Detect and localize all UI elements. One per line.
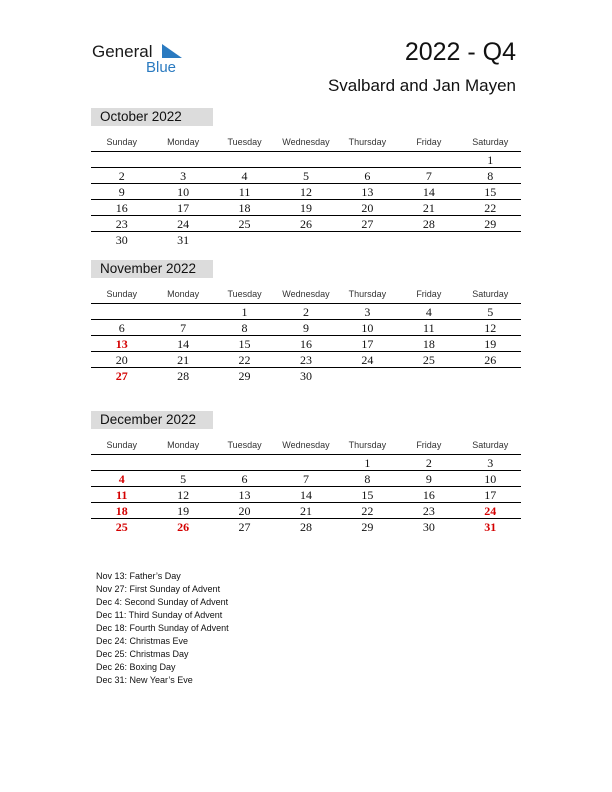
day-cell: 21 [177,353,190,368]
empty-day-cell [214,455,275,470]
logo [92,42,192,78]
day-cell: 17 [177,201,190,216]
day-cell: 31 [484,520,497,535]
weekday-label: Friday [416,289,442,299]
day-cell: 28 [177,369,190,384]
weekday-header [91,285,521,303]
weekday-label: Tuesday [227,440,262,450]
day-cell: 24 [177,217,190,232]
empty-day-cell [398,232,459,248]
empty-day-cell [91,304,152,319]
day-cell: 23 [299,353,312,368]
week-row [91,200,521,216]
week-row [91,519,521,535]
logo-blue-text: Blue [146,59,177,76]
holiday-item: Dec 26: Boxing Day [96,662,176,672]
day-cell: 14 [422,185,435,200]
day-cell: 14 [299,488,312,503]
weeks-grid [91,303,521,384]
holiday-item: Nov 13: Father’s Day [96,571,181,581]
day-cell: 24 [361,353,374,368]
day-cell: 28 [422,217,435,232]
empty-day-cell [275,232,336,248]
day-cell: 31 [177,233,190,248]
week-row [91,471,521,487]
day-cell: 8 [364,472,371,487]
day-cell: 9 [118,185,125,200]
empty-day-cell [91,152,152,167]
day-cell: 24 [484,504,497,519]
day-cell: 30 [115,233,128,248]
day-cell: 10 [484,472,497,487]
week-row [91,455,521,471]
holiday-item: Dec 24: Christmas Eve [96,636,189,646]
empty-day-cell [214,232,275,248]
day-cell: 16 [299,337,312,352]
day-cell: 6 [364,169,371,184]
week-row [91,487,521,503]
day-cell: 1 [487,153,494,167]
day-cell: 22 [361,504,374,519]
week-row [91,368,521,384]
weeks-grid [91,454,521,535]
day-cell: 20 [238,504,251,519]
weekday-label: Thursday [348,137,387,147]
weekday-label: Sunday [106,440,137,450]
day-cell: 27 [238,520,251,535]
week-row [91,184,521,200]
week-row [91,352,521,368]
week-row [91,216,521,232]
day-cell: 25 [422,353,435,368]
day-cell: 26 [484,353,497,368]
month-december [91,411,521,535]
day-cell: 13 [115,337,128,352]
day-cell: 19 [299,201,312,216]
weekday-label: Tuesday [227,137,262,147]
day-cell: 17 [361,337,374,352]
month-label: December 2022 [91,411,213,429]
empty-day-cell [152,304,213,319]
day-cell: 27 [115,369,128,384]
weekday-header [91,133,521,151]
day-cell: 2 [118,169,125,184]
weekday-label: Tuesday [227,289,262,299]
quarter-title: 2022 - Q4 [404,38,516,66]
day-cell: 17 [484,488,497,503]
empty-day-cell [275,152,336,167]
day-cell: 30 [422,520,435,535]
empty-day-cell [275,455,336,470]
day-cell: 8 [487,169,494,184]
day-cell: 15 [361,488,374,503]
day-cell: 23 [115,217,128,232]
day-cell: 19 [177,504,190,519]
month-label: November 2022 [91,260,213,278]
day-cell: 26 [299,217,312,232]
empty-day-cell [398,368,459,384]
day-cell: 16 [422,488,435,503]
day-cell: 21 [422,201,435,216]
weekday-label: Monday [167,137,200,147]
empty-day-cell [460,368,521,384]
day-cell: 6 [118,321,125,336]
day-cell: 14 [177,337,190,352]
day-cell: 12 [484,321,497,336]
empty-day-cell [152,152,213,167]
day-cell: 29 [238,369,251,384]
week-row [91,168,521,184]
day-cell: 21 [299,504,312,519]
holiday-item: Dec 25: Christmas Day [96,649,189,659]
day-cell: 18 [238,201,251,216]
day-cell: 5 [180,472,187,487]
empty-day-cell [398,152,459,167]
week-row [91,336,521,352]
day-cell: 25 [115,520,128,535]
day-cell: 2 [302,305,309,319]
holiday-list [96,570,229,687]
day-cell: 20 [115,353,128,368]
day-cell: 1 [364,456,371,470]
weekday-label: Friday [416,137,442,147]
empty-day-cell [460,232,521,248]
weekday-label: Saturday [472,137,509,147]
holiday-item: Dec 4: Second Sunday of Advent [96,597,229,607]
day-cell: 4 [425,305,432,319]
month-november [91,260,521,384]
weekday-label: Wednesday [282,440,330,450]
weekday-label: Saturday [472,440,509,450]
day-cell: 7 [302,472,309,487]
day-cell: 18 [422,337,435,352]
day-cell: 8 [241,321,248,336]
empty-day-cell [152,455,213,470]
month-label: October 2022 [91,108,213,126]
weekday-label: Monday [167,289,200,299]
day-cell: 10 [177,185,190,200]
weekday-label: Sunday [106,289,137,299]
weekday-label: Wednesday [282,137,330,147]
day-cell: 3 [180,169,187,184]
day-cell: 29 [484,217,497,232]
day-cell: 15 [238,337,251,352]
day-cell: 9 [425,472,432,487]
logo-general-text: General [92,42,153,61]
weekday-label: Sunday [106,137,137,147]
day-cell: 12 [299,185,312,200]
day-cell: 4 [241,169,248,184]
day-cell: 7 [425,169,432,184]
week-row [91,503,521,519]
empty-day-cell [91,455,152,470]
empty-day-cell [337,368,398,384]
day-cell: 26 [177,520,190,535]
weekday-label: Wednesday [282,289,330,299]
weekday-label: Thursday [348,289,387,299]
day-cell: 11 [423,321,435,336]
weekday-label: Thursday [348,440,387,450]
week-row [91,152,521,168]
day-cell: 1 [241,305,248,319]
day-cell: 3 [487,456,494,470]
day-cell: 7 [180,321,187,336]
holiday-item: Dec 18: Fourth Sunday of Advent [96,623,229,633]
country-name: Svalbard and Jan Mayen [327,76,516,95]
weekday-label: Saturday [472,289,509,299]
holiday-item: Nov 27: First Sunday of Advent [96,584,221,594]
holiday-item: Dec 31: New Year’s Eve [96,675,193,685]
day-cell: 22 [238,353,251,368]
logo-triangle-icon [160,44,182,58]
day-cell: 22 [484,201,497,216]
day-cell: 4 [118,472,125,487]
day-cell: 12 [177,488,190,503]
day-cell: 18 [115,504,128,519]
weekday-header [91,436,521,454]
day-cell: 19 [484,337,497,352]
day-cell: 29 [361,520,374,535]
weekday-label: Monday [167,440,200,450]
month-october [91,108,521,249]
day-cell: 28 [299,520,312,535]
week-row [91,232,521,248]
day-cell: 30 [299,369,312,384]
day-cell: 15 [484,185,497,200]
day-cell: 13 [238,488,251,503]
day-cell: 5 [302,169,309,184]
week-row [91,320,521,336]
day-cell: 25 [238,217,251,232]
day-cell: 9 [302,321,309,336]
weeks-grid [91,151,521,249]
day-cell: 10 [361,321,374,336]
day-cell: 23 [422,504,435,519]
holiday-item: Dec 11: Third Sunday of Advent [96,610,223,620]
day-cell: 2 [425,456,432,470]
day-cell: 5 [487,305,494,319]
day-cell: 11 [238,185,251,200]
day-cell: 3 [364,305,371,319]
day-cell: 16 [115,201,128,216]
empty-day-cell [337,152,398,167]
empty-day-cell [337,232,398,248]
day-cell: 27 [361,217,374,232]
empty-day-cell [214,152,275,167]
day-cell: 11 [116,488,128,503]
day-cell: 6 [241,472,248,487]
weekday-label: Friday [416,440,442,450]
day-cell: 13 [361,185,374,200]
week-row [91,304,521,320]
day-cell: 20 [361,201,374,216]
